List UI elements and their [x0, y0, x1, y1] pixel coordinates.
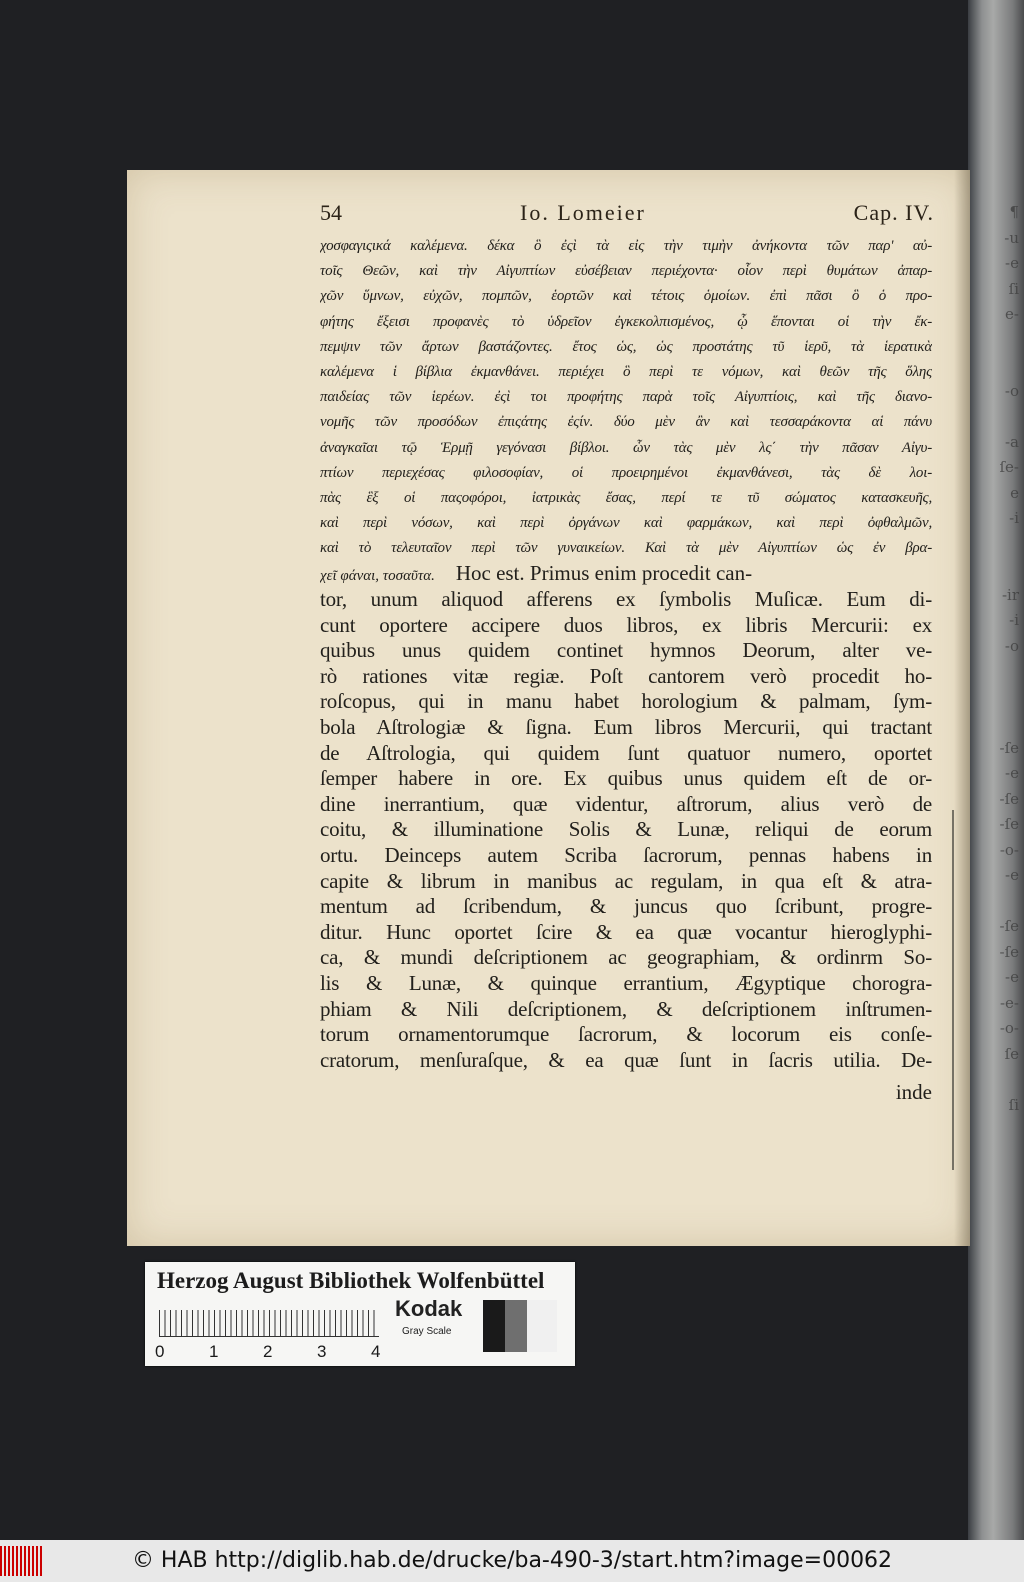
greek-line: καλέμενα ἱ βίβλια ἐκμανθάνει. περιέχει ὃ περὶ τε νόμων, καὶ θεῶν τῆς ὅλης [320, 363, 932, 380]
latin-line: bola Aſtrologiæ & ſigna. Eum libros Mercurii, qui tractant [320, 715, 932, 739]
latin-line: cunt oportere accipere duos libros, ex libris Mercurii: ex [320, 612, 932, 637]
latin-line: ſemper habere in ore. Ex quibus unus quidem eſt de or- [320, 766, 932, 791]
latin-fragment: Hoc est. Primus enim procedit can- [455, 561, 753, 586]
latin-line: ditur. Hunc oportet ſcire & ea quæ vocantur hieroglyphi- [320, 919, 932, 944]
bleed-line: -o [1004, 636, 1019, 655]
bleed-line: -ir [1001, 585, 1019, 604]
ruler-number: 1 [209, 1342, 219, 1361]
gray-scale-label: Gray Scale [402, 1326, 452, 1337]
greek-line: τοῖς Θεῶν, καὶ τὴν Αἰγυπτίων εὐσέβειαν περιέχοντα· οἷον περὶ θυμάτων ἀπαρ- [320, 263, 932, 280]
greek-fragment: χεῖ φάναι, τοσαῦτα. [320, 568, 435, 585]
bleed-line: -e [1005, 764, 1019, 782]
gray-swatch [505, 1300, 527, 1352]
greek-line: νομῆς τῶν προσόδων ἐπιςάτης ἐςίν. δύο μὲν ἂν καὶ τεσσαράκοντα αἱ πάνυ [320, 414, 932, 431]
greek-line: καὶ τὸ τελευταῖον περὶ τῶν γυναικείων. Καὶ τὰ μὲν Αἰγυπτίων ὡς ἐν βρα- [320, 540, 932, 557]
ruler-number: 3 [317, 1342, 327, 1361]
latin-line: roſcopus, qui in manu habet horologium & palmam, ſym- [320, 689, 932, 714]
bleed-line: e- [1005, 305, 1019, 323]
latin-line: phiam & Nili deſcriptionem, & deſcriptionem inſtrumen- [320, 996, 932, 1021]
latin-line: lis & Lunæ, & quinque errantium, Ægyptique chorogra- [320, 970, 932, 995]
margin-rule [952, 810, 954, 1170]
bleed-line: -ſe [999, 942, 1019, 961]
latin-line: quibus unus quidem continet hymnos Deorum, alter ve- [320, 638, 932, 663]
bleed-line: -o- [999, 1019, 1019, 1037]
greek-line: παιδείας τῶν ἱερέων. ἐςὶ τοι προφήτης παρὰ τοῖς Αἰγυπτίοις, καὶ τῆς διανο- [320, 389, 932, 406]
bleed-line [983, 710, 1019, 736]
bleed-line: -ſe [999, 789, 1019, 808]
chapter-label: Cap. IV. [853, 200, 934, 225]
bleed-line: -e [1005, 968, 1019, 986]
color-calibration-card [145, 1262, 575, 1366]
catchword: inde [895, 1080, 932, 1104]
greek-line: καὶ περὶ νόσων, καὶ περὶ ὀργάνων καὶ φαρμάκων, καὶ περὶ ὀφθαλμῶν, [320, 515, 932, 532]
bleed-line: ſi [1008, 1095, 1019, 1114]
bleed-line: -i [1009, 509, 1019, 527]
latin-line: de Aſtrologia, qui quidem ſunt quatuor numero, oportet [320, 740, 932, 765]
bleed-line: ¶ [1009, 203, 1019, 221]
footer-bar [0, 1540, 1024, 1582]
latin-line: dine inerrantium, quæ videntur, aſtrorum, alius verò de [320, 791, 932, 816]
page-header [320, 200, 934, 230]
bleed-line [983, 557, 1019, 583]
greek-line: φήτης ἔξεισι προφανὲς τὸ ὑδρεῖον ἐγκεκολπισμένος, ᾧ ἕπονται οἱ τὴν ἔκ- [320, 313, 932, 330]
bleed-line [983, 532, 1019, 558]
bleed-line: -u [1004, 228, 1019, 247]
bleed-line [983, 659, 1019, 685]
bleed-line [983, 328, 1019, 354]
bleed-line: -ſe [999, 815, 1019, 833]
copyright-url[interactable]: © HAB http://diglib.hab.de/drucke/ba-490-3/start.htm?image=00062 [131, 1548, 893, 1573]
running-head: Io. Lomeier [520, 200, 646, 225]
bleed-line: e [1010, 483, 1019, 502]
ruler-number: 0 [155, 1342, 165, 1361]
ruler-numbers [155, 1342, 395, 1362]
bleed-line [983, 404, 1019, 430]
bleed-line [983, 685, 1019, 711]
bleed-line [983, 889, 1019, 915]
latin-line: cratorum, menſuraſque, & ea quæ ſunt in ſacris utilia. De- [320, 1047, 932, 1072]
greek-line: χοσφαγιςικά καλέμενα. δέκα ὃ ἐςὶ τὰ εἰς τὴν τιμὴν ἀνήκοντα τῶν παρ' αὐ- [320, 238, 932, 254]
kodak-logo: Kodak [395, 1296, 463, 1321]
bleed-line [983, 1067, 1019, 1093]
latin-line: coitu, & illuminatione Solis & Lunæ, reliqui de eorum [320, 817, 932, 842]
bleed-line: ſe [1004, 1044, 1019, 1063]
latin-line: torum ornamentorumque ſacrorum, & locorum eis conſe- [320, 1022, 932, 1047]
gray-swatch [483, 1300, 505, 1352]
latin-line: tor, unum aliquod afferens ex ſymbolis Muſicæ. Eum di- [320, 587, 932, 612]
latin-line: ortu. Deinceps autem Scriba ſacrorum, pennas habens in [320, 842, 932, 867]
latin-translation [320, 587, 932, 1073]
page-body [320, 234, 932, 1073]
bleed-line: -o [1004, 381, 1019, 400]
ruler-number: 4 [371, 1342, 381, 1361]
library-name: Herzog August Bibliothek Wolfenbüttel [157, 1268, 545, 1293]
latin-line: mentum ad ſcribendum, & juncus quo ſcribunt, progre- [320, 894, 932, 919]
bleed-line: -ſe [999, 917, 1019, 935]
bleed-line: ſi [1008, 279, 1019, 298]
greek-line: ἀναγκαῖαι τῷ Ἑρμῇ γεγόνασι βίβλοι. ὧν τὰς μὲν λς΄ τὴν πᾶσαν Αἰγυ- [320, 439, 932, 456]
bleed-line: -e- [999, 993, 1019, 1012]
latin-line: ca, & mundi deſcriptionem ac geographiam, & ordinrm So- [320, 945, 932, 970]
bleed-line: -e [1005, 866, 1019, 884]
bleed-line: -o- [999, 840, 1019, 859]
page-number: 54 [320, 200, 342, 225]
bleed-line: -e [1005, 254, 1019, 272]
scale-ruler [159, 1310, 379, 1337]
latin-line: rò rationes vitæ regiæ. Poſt cantorem verò procedit ho- [320, 663, 932, 688]
latin-line: capite & librum in manibus ac regulam, in qua eſt & atra- [320, 868, 932, 893]
greek-line: χῶν ὕμνων, εὐχῶν, πομπῶν, ἑορτῶν καὶ τέτοις ὁμοίων. ἐπὶ πᾶσι ὃ ὁ προ- [320, 288, 932, 305]
mixed-line [320, 561, 932, 587]
greek-line: πτίων περιεχέσας φιλοσοφίαν, οἱ προειρημένοι ἐκμανθάνεσι, τὰς δὲ λοι- [320, 464, 932, 481]
greek-line: πεμψιν τῶν ἄρτων βαστάζοντες. ἔτος ὡς, ὡς προστάτης τῦ ἱερῦ, τὰ ἱερατικὰ [320, 338, 932, 355]
bleed-line: -a [1004, 432, 1019, 451]
bleed-through-text [983, 200, 1019, 1200]
bleed-line: -i [1009, 611, 1019, 629]
bleed-line: -ſe [999, 738, 1019, 757]
gray-swatch [527, 1300, 557, 1352]
book-page [127, 170, 970, 1246]
ruler-number: 2 [263, 1342, 273, 1361]
greek-quotation [320, 234, 932, 561]
bleed-line: ſe- [999, 458, 1019, 476]
bleed-line [983, 353, 1019, 379]
greek-line: πὰς ἓξ οἱ παςοφόροι, ἰατρικὰς ἔσας, περί τε τῦ σώματος κατασκευῆς, [320, 489, 932, 506]
